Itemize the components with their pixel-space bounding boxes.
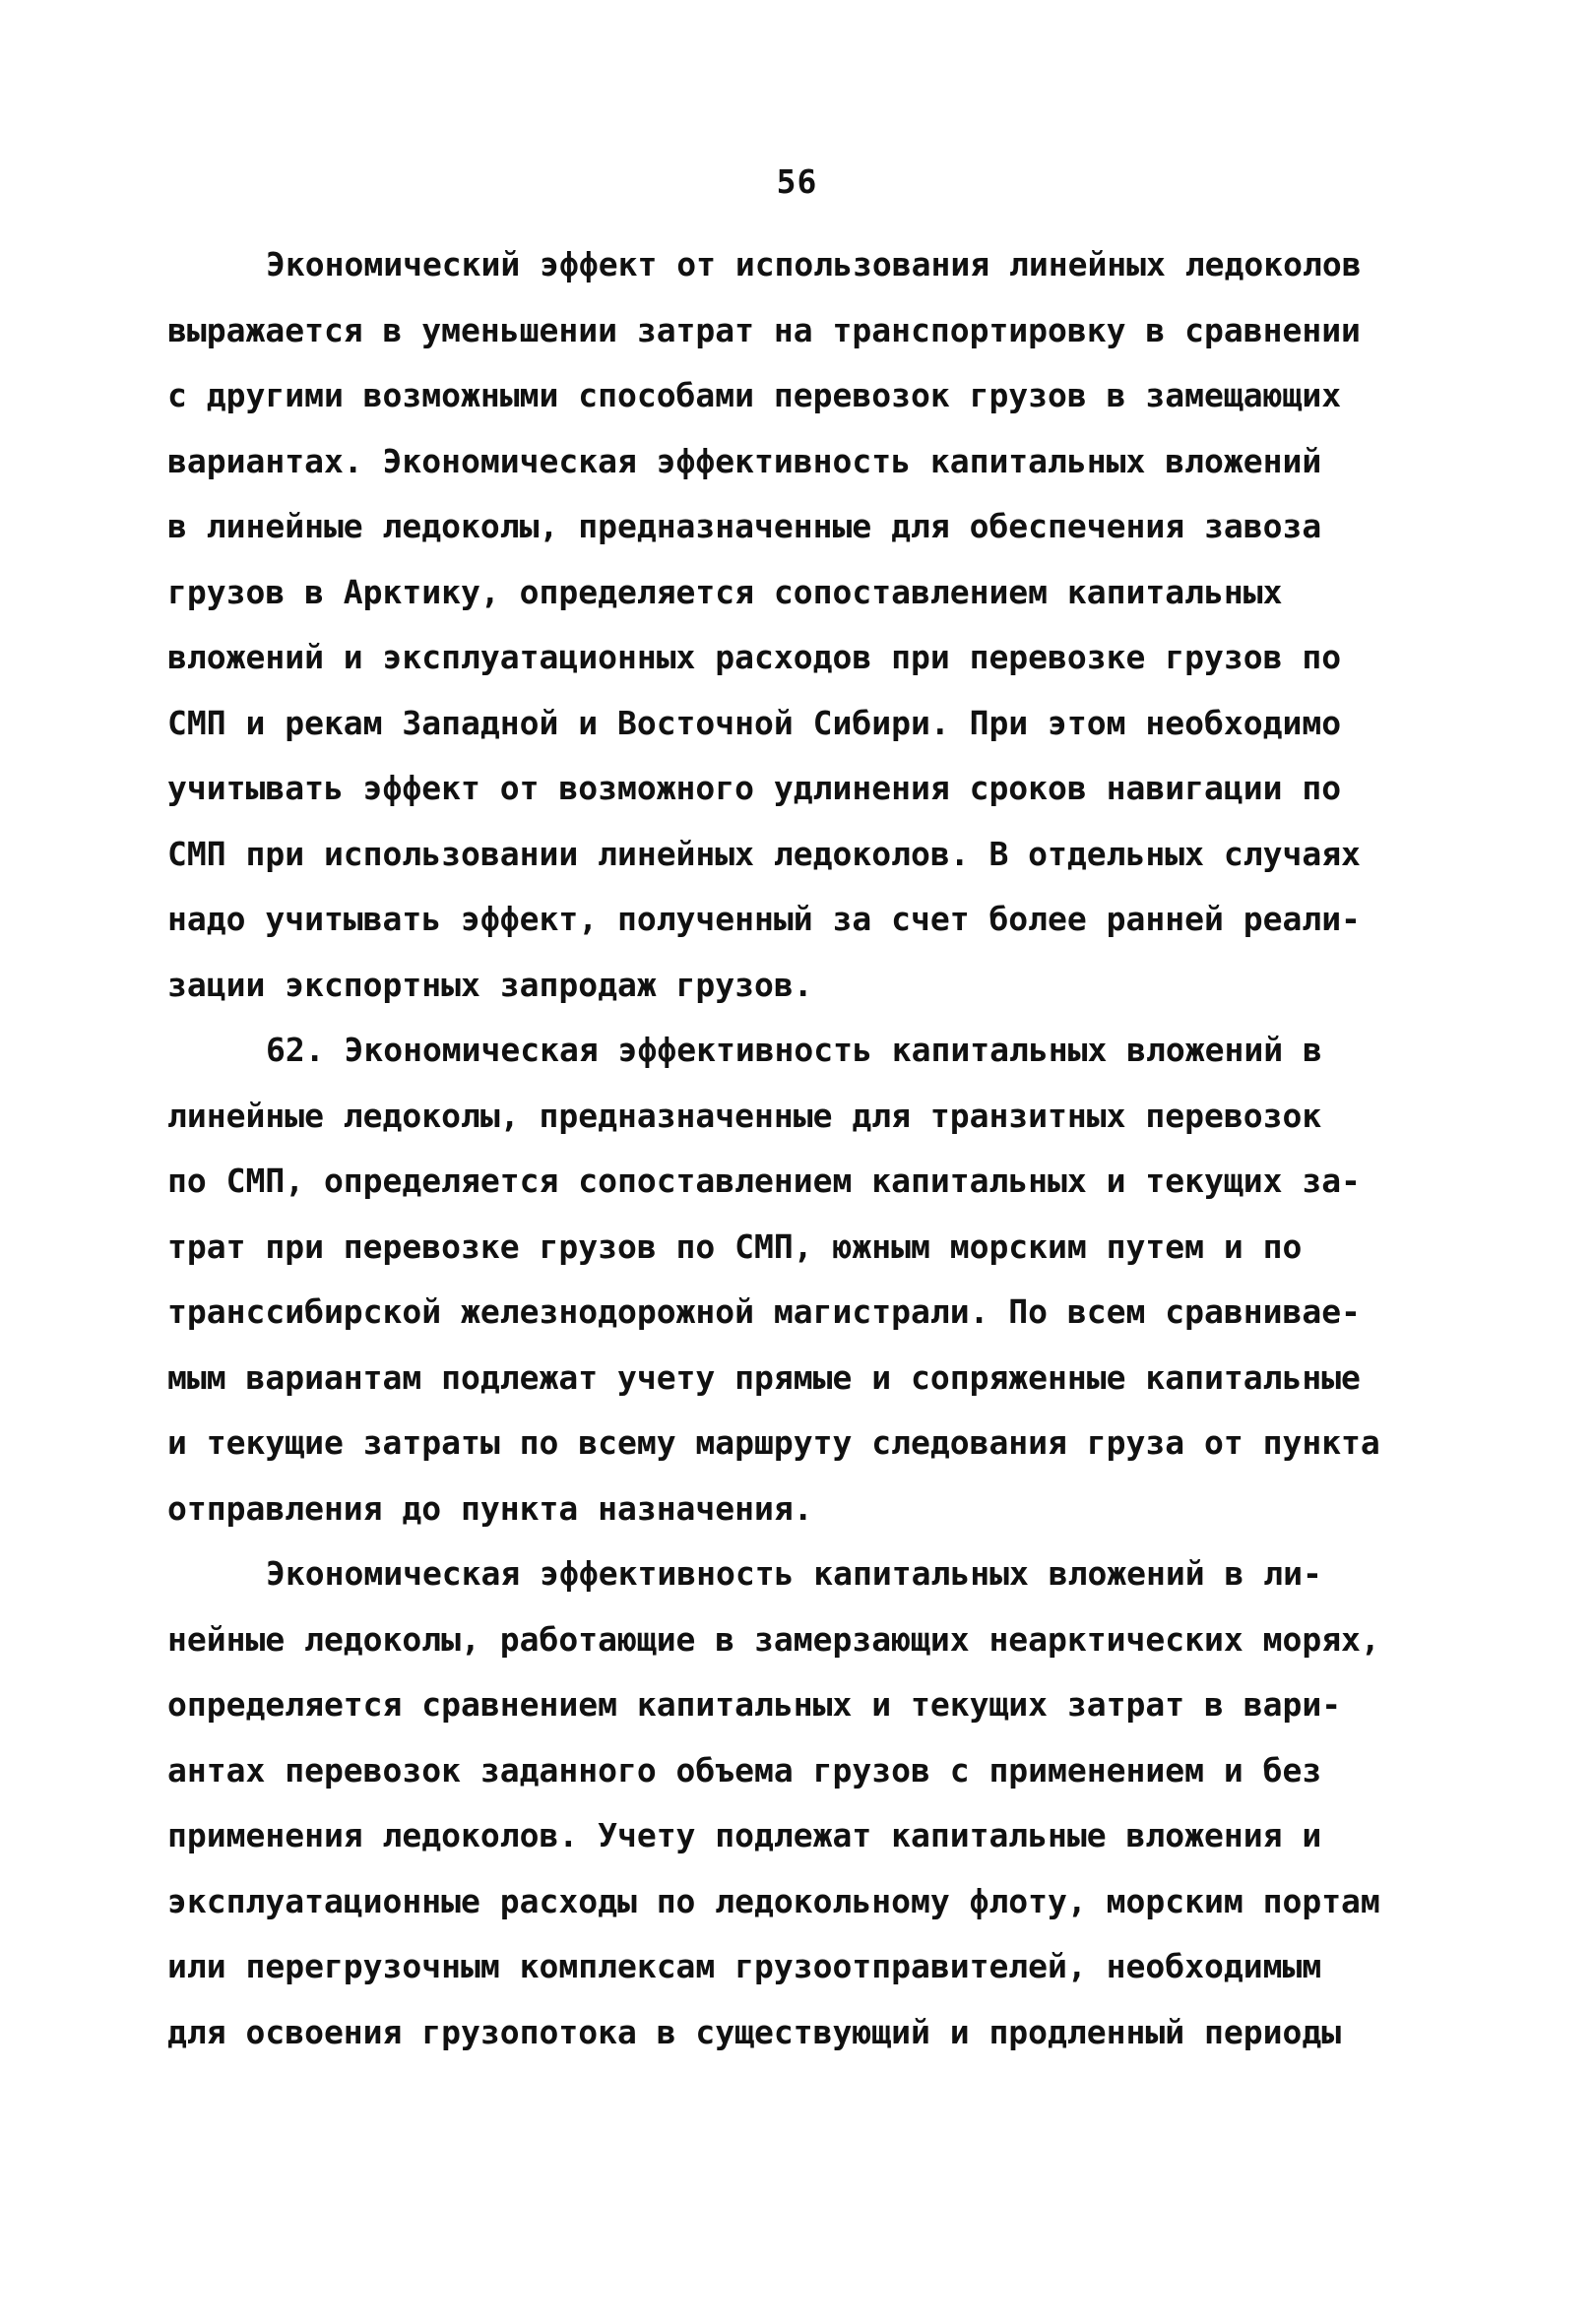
- text-line: по СМП, определяется сопоставлением капитальных и текущих за-: [167, 1162, 1361, 1200]
- page-number: 56: [776, 162, 818, 201]
- text-line: 62. Экономическая эффективность капитальных вложений в: [266, 1031, 1322, 1069]
- text-line: вложений и эксплуатационных расходов при перевозке грузов по: [167, 638, 1342, 676]
- paragraph-62: [167, 1018, 1418, 1541]
- text-line: выражается в уменьшении затрат на транспортировку в сравнении: [167, 310, 1361, 349]
- text-line: учитывать эффект от возможного удлинения сроков навигации по: [167, 769, 1342, 807]
- text-line: эксплуатационные расходы по ледокольному флоту, морским портам: [167, 1881, 1380, 1920]
- text-line: вариантах. Экономическая эффективность капитальных вложений: [167, 441, 1322, 480]
- text-line: определяется сравнением капитальных и текущих затрат в вари-: [167, 1685, 1342, 1724]
- text-line: зации экспортных запродаж грузов.: [167, 965, 813, 1004]
- text-line: применения ледоколов. Учету подлежат капитальные вложения и: [167, 1816, 1322, 1854]
- text-line: трат при перевозке грузов по СМП, южным морским путем и по: [167, 1226, 1303, 1266]
- text-line: Экономическая эффективность капитальных вложений в ли-: [266, 1554, 1322, 1593]
- text-line: антах перевозок заданного объема грузов с применением и без: [167, 1750, 1322, 1790]
- text-line: мым вариантам подлежат учету прямые и сопряженные капитальные: [167, 1357, 1361, 1397]
- text-line: Экономический эффект от использования линейных ледоколов: [266, 245, 1362, 283]
- text-line: для освоения грузопотока в существующий и продленный периоды: [167, 2012, 1342, 2051]
- text-line: линейные ледоколы, предназначенные для транзитных перевозок: [167, 1096, 1322, 1135]
- text-line: или перегрузочным комплексам грузоотправителей, необходимым: [167, 1947, 1322, 1985]
- text-line: с другими возможными способами перевозок грузов в замещающих: [167, 376, 1342, 414]
- text-line: СМП при использовании линейных ледоколов. В отдельных случаях: [167, 834, 1361, 873]
- text-line: грузов в Арктику, определяется сопоставлением капитальных: [167, 572, 1283, 611]
- text-line: нейные ледоколы, работающие в замерзающих неарктических морях,: [167, 1619, 1380, 1659]
- text-line: отправления до пункта назначения.: [167, 1488, 813, 1528]
- text-line: СМП и рекам Западной и Восточной Сибири. При этом необходимо: [167, 703, 1342, 742]
- text-line: транссибирской железнодорожной магистрали. По всем сравнивае-: [167, 1292, 1361, 1331]
- text-line: в линейные ледоколы, предназначенные для обеспечения завоза: [167, 507, 1322, 545]
- paragraph-1: [167, 232, 1418, 1018]
- paragraph-3: [167, 1541, 1418, 2065]
- document-body: [167, 232, 1418, 2065]
- text-line: надо учитывать эффект, полученный за счет более ранней реали-: [167, 900, 1361, 938]
- text-line: и текущие затраты по всему маршруту следования груза от пункта: [167, 1423, 1380, 1462]
